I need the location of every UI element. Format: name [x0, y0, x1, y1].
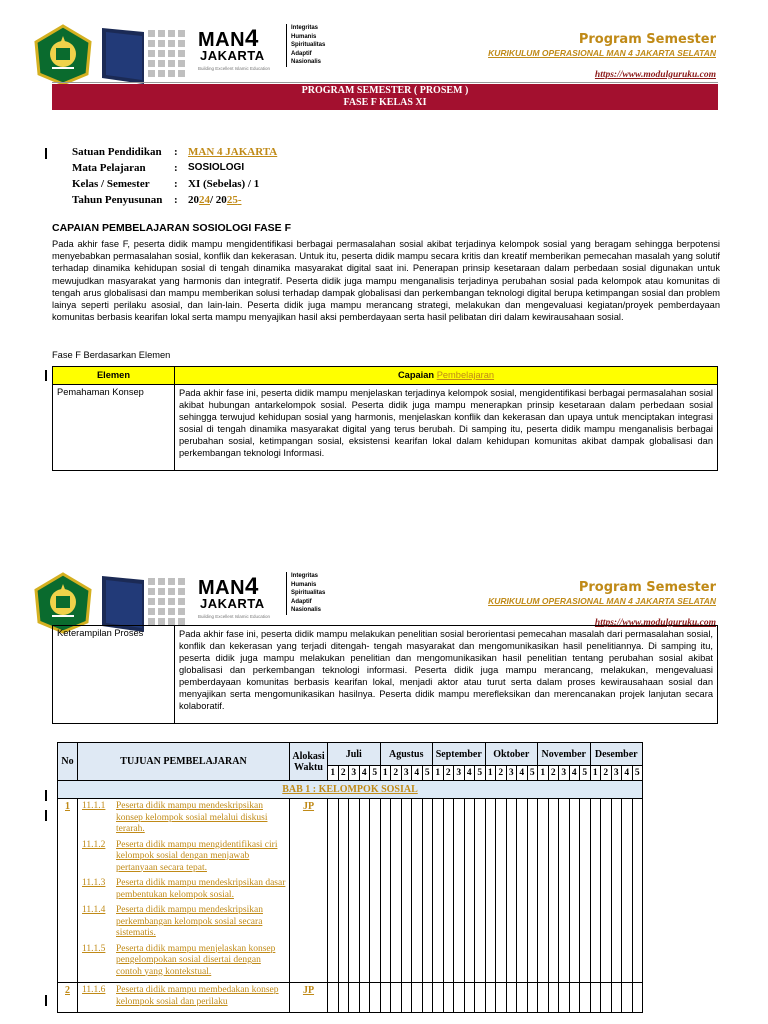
month-desember: Desember	[590, 743, 643, 766]
schedule-cell[interactable]	[538, 983, 549, 1013]
tp-item: 11.1.5 Peserta didik mampu menjelaskan konsep pengelompokan sosial disertai dengan contoh yang kontekstual.	[82, 943, 276, 977]
week-cell: 5	[632, 766, 643, 781]
col-capaian: Capaian Pembelajaran	[175, 367, 718, 385]
schedule-cell[interactable]	[590, 983, 601, 1013]
col-alokasi: Alokasi Waktu	[290, 743, 328, 781]
week-cell: 2	[496, 766, 507, 781]
schedule-cell[interactable]	[391, 983, 402, 1013]
schedule-cell[interactable]	[401, 983, 412, 1013]
week-cell: 2	[548, 766, 559, 781]
margin-mark	[45, 790, 47, 801]
schedule-cell[interactable]	[590, 799, 601, 983]
schedule-cell[interactable]	[391, 799, 402, 983]
bab-title: BAB 1 : KELOMPOK SOSIAL	[58, 781, 643, 799]
schedule-table	[57, 742, 643, 1013]
table-row: 2 11.1.6 Peserta didik mampu membedakan konsep kelompok sosial dan perilaku JP	[58, 983, 643, 1013]
capaian-title: CAPAIAN PEMBELAJARAN SOSIOLOGI FASE F	[52, 222, 291, 234]
week-cell: 1	[328, 766, 339, 781]
schedule-cell[interactable]	[622, 983, 633, 1013]
schedule-cell[interactable]	[527, 983, 538, 1013]
schedule-cell[interactable]	[527, 799, 538, 983]
schedule-cell[interactable]	[370, 983, 381, 1013]
schedule-cell[interactable]	[349, 983, 360, 1013]
schedule-cell[interactable]	[548, 799, 559, 983]
week-cell: 4	[412, 766, 423, 781]
margin-mark	[45, 370, 47, 381]
schedule-cell[interactable]	[601, 799, 612, 983]
tp-item: 11.1.3 Peserta didik mampu mendeskripsikan dasar pembentukan kelompok sosial.	[82, 878, 286, 900]
tp-item: 11.1.1 Peserta didik mampu mendeskripsikan konsep kelompok sosial melalui diskusi terarah.	[82, 801, 268, 834]
elemen-table	[52, 366, 718, 471]
week-cell: 2	[601, 766, 612, 781]
week-cell: 5	[422, 766, 433, 781]
week-cell: 1	[380, 766, 391, 781]
schedule-cell[interactable]	[475, 983, 486, 1013]
schedule-cell[interactable]	[349, 799, 360, 983]
capaian-paragraph: Pada akhir fase F, peserta didik mampu mengidentifikasi berbagai permasalahan sosial akibat terjadinya kelompok sosial yang beragam sehingga berpotensi menyebabkan permasalahan sosial, konflik dan kekerasan. Untuk itu, peserta didik mampu secara kritis dan kreatif memberikan pemecahan masalah yang solutif terhadap dinamika kehidupan sosial di tengah dinamika masyarakat digital saat ini. Penerapan prinsip kesetaraan dalam perbedaan sosial digunakan untuk mewujudkan masyarakat yang harmonis dan integratif. Peserta didik juga mampu menganalisis terjadinya perubahan sosial pada kelompok atau komunitas di tengah arus globalisasi dan mampu memberikan solusi terhadap dampak globalisasi dan perkembangan teknologi digital berupa ketimpangan sosial dan problem lainya seperti perilaku asosial, dan lain-lain. Peserta didik juga mampu merancang strategi, melakukan dan mengevaluasi kegiatan/proyek pemberdayaan komunitas berbasis kearifan lokal serta mampu menyajikan hasil aksi pemberdayaan serta hasil pelibatan diri dalam kewirausahaan sosial.	[52, 239, 720, 323]
schedule-cell[interactable]	[485, 983, 496, 1013]
schedule-cell[interactable]	[569, 799, 580, 983]
program-title: Program Semester	[578, 32, 716, 47]
schedule-cell[interactable]	[569, 983, 580, 1013]
week-cell: 3	[454, 766, 465, 781]
schedule-cell[interactable]	[632, 799, 643, 983]
schedule-cell[interactable]	[338, 799, 349, 983]
schedule-cell[interactable]	[412, 983, 423, 1013]
fase-label: Fase F Berdasarkan Elemen	[52, 350, 171, 360]
week-cell: 1	[590, 766, 601, 781]
schedule-cell[interactable]	[328, 983, 339, 1013]
school-logo: MAN4 JAKARTA Building Excellent Islamic Education	[198, 25, 271, 71]
month-juli: Juli	[328, 743, 381, 766]
week-cell: 3	[401, 766, 412, 781]
schedule-cell[interactable]	[464, 799, 475, 983]
schedule-cell[interactable]	[496, 799, 507, 983]
table-row: 1 11.1.1 Peserta didik mampu mendeskripsikan konsep kelompok sosial melalui diskusi terarah. 11.1.2 Peserta didik mampu mengidentifikasi ciri kelompok sosial dengan menjawab pertanyaan secara tepat. 11.1.3 Peserta didik mampu mendeskripsikan dasar pembentukan kelompok sosial. 11.1.4 Peserta didik mampu mendeskripsikan perkembangan kelompok sosial secara sistematis. 11.1.5 Peserta didik mampu menjelaskan konsep pengelompokan sosial disertai dengan contoh yang kontekstual. JP	[58, 799, 643, 983]
school-values: Integritas Humanis Spiritualitas Adaptif Nasionalis	[286, 572, 325, 615]
schedule-cell[interactable]	[370, 799, 381, 983]
schedule-cell[interactable]	[485, 799, 496, 983]
elemen-table-continued	[52, 625, 718, 724]
book-logo-icon	[100, 22, 190, 86]
table-row: Keterampilan Proses Pada akhir fase ini, peserta didik mampu melakukan penelitian sosial berorientasi pemecahan masalah dari permasalahan sosial, konflik dan kekerasan yang terjadi ditengah- tengah masyarakat dan mengomunikasikan hasil penelitiannya. Di samping itu, peserta didik juga mampu melakukan penelitian dan mengomunikasikan hasil penelitian tentang perubahan sosial akibat globalisasi dan perkembangan teknologi informasi. Peserta didik juga mampu merancang, melakukan, mengevaluasi pemberdayaan komunitas berbasis kearifan lokal, menjadi aktor atau turut serta dalam proses kewirausahaan sosial dan menyajikan serta mengomunikasikan hasilnya. Peserta didik mampu merefleksikan dan merencanakan projek lanjutan secara kolaboratif.	[53, 626, 718, 724]
schedule-cell[interactable]	[475, 799, 486, 983]
schedule-cell[interactable]	[580, 983, 591, 1013]
week-cell: 2	[391, 766, 402, 781]
week-cell: 1	[433, 766, 444, 781]
schedule-cell[interactable]	[401, 799, 412, 983]
schedule-cell[interactable]	[359, 983, 370, 1013]
kemenag-emblem-icon	[32, 24, 94, 86]
school-values: Integritas Humanis Spiritualitas Adaptif Nasionalis	[286, 24, 325, 67]
week-cell: 5	[475, 766, 486, 781]
schedule-cell[interactable]	[412, 799, 423, 983]
week-cell: 2	[338, 766, 349, 781]
week-cell: 4	[517, 766, 528, 781]
schedule-cell[interactable]	[380, 983, 391, 1013]
table-row: Pemahaman Konsep Pada akhir fase ini, peserta didik mampu menjelaskan terjadinya kelompok sosial, mengidentifikasi berbagai permasalahan sosial akibat hubungan antarkelompok sosial. Peserta didik juga mampu menerapkan prinsip kesetaraan dalam perbedaan sosial sehingga terwujud kehidupan sosial yang harmonis, menjelaskan konflik dan kekerasan dan upaya untuk menciptakan integrasi sosial di tengah dinamika masyarakat digital yang terus berubah. Di samping itu, peserta didik mampu menganalisis berbagai perubahan sosial, ketimpangan sosial, eksistensi kearifan lokal dalam kehidupan komunitas akibat dampak globalisasi dan perkembangan teknologi Informasi.	[53, 385, 718, 471]
schedule-cell[interactable]	[359, 799, 370, 983]
schedule-cell[interactable]	[443, 983, 454, 1013]
schedule-cell[interactable]	[622, 799, 633, 983]
tp-item: 11.1.4 Peserta didik mampu mendeskripsikan perkembangan kelompok sosial secara sistematis.	[82, 905, 263, 938]
schedule-cell[interactable]	[538, 799, 549, 983]
week-cell: 5	[580, 766, 591, 781]
schedule-cell[interactable]	[433, 983, 444, 1013]
col-tujuan: TUJUAN PEMBELAJARAN	[78, 743, 290, 781]
tp-item: 11.1.2 Peserta didik mampu mengidentifikasi ciri kelompok sosial dengan menjawab pertanyaan secara tepat.	[82, 839, 278, 873]
schedule-cell[interactable]	[380, 799, 391, 983]
schedule-cell[interactable]	[328, 799, 339, 983]
schedule-cell[interactable]	[433, 799, 444, 983]
identity-block	[72, 144, 277, 208]
month-november: November	[538, 743, 591, 766]
week-cell: 4	[569, 766, 580, 781]
kurikulum-link[interactable]: KURIKULUM OPERASIONAL MAN 4 JAKARTA SELATAN	[488, 596, 716, 606]
week-cell: 1	[485, 766, 496, 781]
week-cell: 4	[464, 766, 475, 781]
schedule-cell[interactable]	[611, 799, 622, 983]
identity-row-tahun: Tahun Penyusunan : 20 24 / 20 25 -	[72, 194, 242, 206]
schedule-cell[interactable]	[601, 983, 612, 1013]
schedule-cell[interactable]	[548, 983, 559, 1013]
schedule-cell[interactable]	[611, 983, 622, 1013]
website-link[interactable]: https://www.modulguruku.com	[594, 618, 716, 628]
week-cell: 5	[370, 766, 381, 781]
kurikulum-link[interactable]: KURIKULUM OPERASIONAL MAN 4 JAKARTA SELATAN	[488, 48, 716, 58]
tp-item: 11.1.6 Peserta didik mampu membedakan konsep kelompok sosial dan perilaku	[82, 985, 279, 1007]
header-divider	[52, 82, 718, 83]
schedule-cell[interactable]	[580, 799, 591, 983]
website-link[interactable]: https://www.modulguruku.com	[594, 70, 716, 80]
col-no: No	[58, 743, 78, 781]
week-cell: 3	[349, 766, 360, 781]
week-cell: 3	[506, 766, 517, 781]
program-title: Program Semester	[578, 580, 716, 595]
schedule-cell[interactable]	[422, 799, 433, 983]
schedule-cell[interactable]	[443, 799, 454, 983]
identity-row-satuan: Satuan Pendidikan : MAN 4 JAKARTA	[72, 146, 278, 158]
week-cell: 3	[611, 766, 622, 781]
schedule-cell[interactable]	[422, 983, 433, 1013]
week-cell: 4	[622, 766, 633, 781]
identity-row-kelas: Kelas / Semester : XI (Sebelas) / 1	[72, 178, 260, 190]
schedule-cell[interactable]	[506, 983, 517, 1013]
week-cell: 1	[538, 766, 549, 781]
month-oktober: Oktober	[485, 743, 538, 766]
schedule-cell[interactable]	[506, 799, 517, 983]
schedule-cell[interactable]	[559, 983, 570, 1013]
schedule-cell[interactable]	[559, 799, 570, 983]
col-elemen: Elemen	[53, 367, 175, 385]
schedule-cell[interactable]	[464, 983, 475, 1013]
schedule-cell[interactable]	[632, 983, 643, 1013]
week-cell: 2	[443, 766, 454, 781]
week-cell: 5	[527, 766, 538, 781]
margin-mark	[45, 148, 47, 159]
week-cell: 4	[359, 766, 370, 781]
margin-mark	[45, 810, 47, 821]
month-agustus: Agustus	[380, 743, 433, 766]
week-cell: 3	[559, 766, 570, 781]
schedule-cell[interactable]	[454, 983, 465, 1013]
month-september: September	[433, 743, 486, 766]
schedule-cell[interactable]	[454, 799, 465, 983]
margin-mark	[45, 995, 47, 1006]
schedule-cell[interactable]	[517, 983, 528, 1013]
schedule-cell[interactable]	[496, 983, 507, 1013]
schedule-cell[interactable]	[338, 983, 349, 1013]
school-logo: MAN4 JAKARTA Building Excellent Islamic Education	[198, 573, 271, 619]
title-banner: PROGRAM SEMESTER ( PROSEM ) FASE F KELAS XI	[52, 84, 718, 110]
schedule-cell[interactable]	[517, 799, 528, 983]
identity-row-mapel: Mata Pelajaran : SOSIOLOGI	[72, 162, 245, 174]
